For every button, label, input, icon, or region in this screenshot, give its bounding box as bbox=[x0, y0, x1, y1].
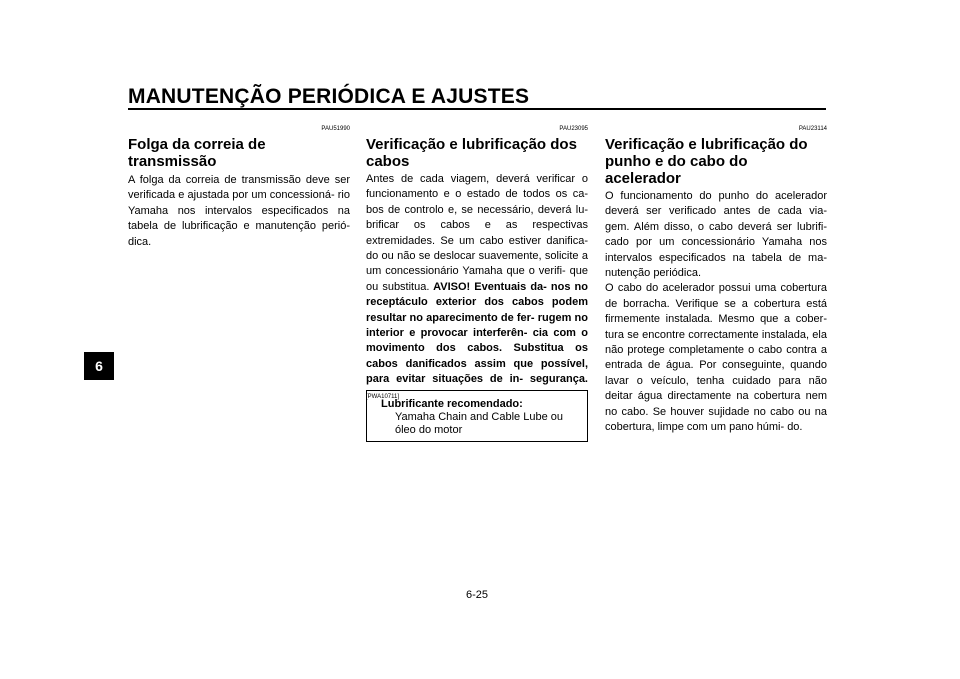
warning-code: [PWA10711] bbox=[366, 393, 400, 400]
section-paragraph: A folga da correia de transmissão deve ser verificada e ajustada por um concessioná- rio Yamaha nos intervalos especificados na tabela de lubrificação e manutenção perió- dica. bbox=[128, 174, 350, 248]
section-paragraph: O cabo do acelerador possui uma cobertura de borracha. Verifique se a cobertura está firmemente instalada. Mesmo que a cober- tura se encontre correctamente instalada, ela não protege completamente o cabo contra a entrada de água. Por conseguinte, quando lavar o veículo, tenha cuidado para não deitar água directamente na cobertura nem no cabo. Se houver sujidade no cabo ou na cobertura, limpe com um pano húmi- do. bbox=[605, 282, 827, 434]
section-code: PAU51990 bbox=[321, 126, 350, 132]
lubricant-label: Lubrificante recomendado: bbox=[381, 398, 523, 410]
section-code: PAU23114 bbox=[798, 126, 827, 132]
page-title: MANUTENÇÃO PERIÓDICA E AJUSTES bbox=[128, 85, 530, 108]
header-divider bbox=[128, 108, 826, 110]
section-throttle bbox=[605, 125, 827, 436]
warning-text: AVISO! Eventuais da- nos no receptáculo exterior dos cabos podem resultar no aparecimento de fer- rugem no interior e provocar interferên- cia com o movimento dos cabos. Substitua os cabos danificados assim que possível, para evitar situações de in- segurança. bbox=[366, 280, 589, 386]
lubricant-item: Yamaha Chain and Cable Lube ou bbox=[395, 411, 563, 423]
section-code: PAU23095 bbox=[559, 126, 588, 132]
section-title: Verificação e lubrificação do punho e do cabo do acelerador bbox=[605, 136, 808, 187]
lubricant-box bbox=[366, 390, 588, 442]
page-number: 6-25 bbox=[466, 589, 489, 601]
section-drive-belt bbox=[128, 125, 350, 250]
paragraph-text: Antes de cada viagem, deverá verificar o funcionamento e o estado de todos os ca- bos de controlo e, se necessário, deverá lu- brificar os cabos e as respectivas extremidades. Se um cabo estiver danifica- do ou não se deslocar suavemente, solicite a um concessionário Yamaha que o verifi- que ou substitua. bbox=[366, 173, 588, 293]
section-title: Folga da correia de transmissão bbox=[128, 136, 266, 170]
lubricant-item: óleo do motor bbox=[395, 424, 463, 436]
section-title: Verificação e lubrificação dos cabos bbox=[366, 136, 577, 170]
section-cables bbox=[366, 125, 588, 405]
section-paragraph bbox=[366, 172, 588, 405]
section-paragraph: O funcionamento do punho do acelerador deverá ser verificado antes de cada via- gem. Além disso, o cabo deverá ser lubrifi- cado por um concessionário Yamaha nos intervalos especificados na tabela de ma- nutenção periódica. bbox=[605, 190, 827, 280]
chapter-tab: 6 bbox=[84, 352, 114, 380]
